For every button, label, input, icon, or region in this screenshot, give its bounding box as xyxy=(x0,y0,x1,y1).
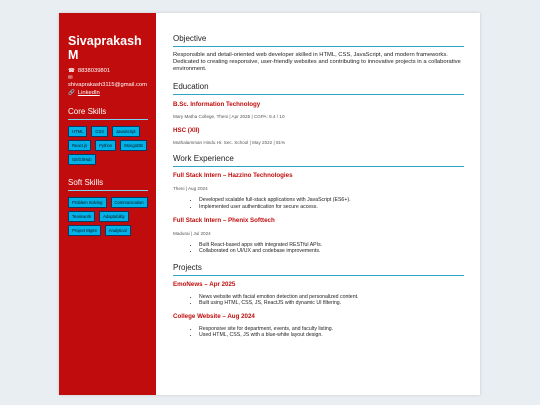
work-section xyxy=(173,154,472,254)
skill-tag-adaptability: Adaptability xyxy=(99,211,129,222)
objective-divider xyxy=(173,46,464,47)
projects-divider xyxy=(173,275,464,276)
skill-tag-javascript: JavaScript xyxy=(112,126,140,137)
phone-number: 8838039801 xyxy=(77,68,111,74)
candidate-name: Sivaprakash M xyxy=(68,34,142,62)
work-bullets xyxy=(199,197,472,210)
soft-skills-divider xyxy=(68,190,148,191)
work-item xyxy=(173,172,472,210)
project-item xyxy=(173,313,472,339)
objective-text: Responsible and detail-oriented web developer skilled in HTML, CSS, JavaScript, and modern frameworks. Dedicated to creating responsive, user-friendly websites and contributing to innovative projects in a collaborative environment. xyxy=(173,52,461,72)
skill-tag-css: CSS xyxy=(91,126,108,137)
education-item xyxy=(173,127,472,146)
soft-skills-tags xyxy=(68,197,153,236)
work-item xyxy=(173,217,472,255)
work-title: Full Stack Intern – Phenix Softtech xyxy=(173,216,275,224)
skill-tag-communication: Communication xyxy=(111,197,148,208)
main-content xyxy=(156,13,480,395)
phone-icon: ☎ xyxy=(68,68,75,74)
project-bullet: • Built using HTML, CSS, JS, ReactJS with dynamic UI filtering. xyxy=(199,300,472,306)
projects-heading: Projects xyxy=(173,262,202,272)
email-row xyxy=(68,75,148,89)
skill-tag-analytical: Analytical xyxy=(105,225,131,236)
project-title: College Website – Aug 2024 xyxy=(173,313,255,321)
work-title: Full Stack Intern – Hazzino Technologies xyxy=(173,172,293,180)
link-icon: 🔗 xyxy=(68,90,75,96)
skill-tag-reactjs: React.js xyxy=(68,140,91,151)
project-title: EmoNews – Apr 2025 xyxy=(173,280,236,288)
project-bullet: • Responsive site for department, events, and faculty listing. xyxy=(199,326,472,332)
objective-section xyxy=(173,34,472,72)
core-skills-tags xyxy=(68,126,153,165)
soft-skills-title: Soft Skills xyxy=(68,178,104,187)
education-title: HSC (XII) xyxy=(173,127,200,135)
skill-tag-html: HTML xyxy=(68,126,87,137)
skill-tag-project-mgmt: Project Mgmt xyxy=(68,225,101,236)
work-meta: Madurai | Jul 2024 xyxy=(173,230,211,236)
education-meta: Muthalamman Hindu Hr. Sec. School | May 2022 | 81% xyxy=(173,140,286,146)
sidebar xyxy=(59,13,156,395)
project-bullets xyxy=(199,326,472,339)
projects-section xyxy=(173,263,472,339)
phone-row xyxy=(68,67,148,75)
core-skills-title: Core Skills xyxy=(68,107,107,116)
skill-tag-python: Python xyxy=(95,140,116,151)
skill-tag-git: Git/GitHub xyxy=(68,154,96,165)
project-bullet: • Used HTML, CSS, JS with a blue-white layout design. xyxy=(199,332,472,338)
contact-info xyxy=(68,67,148,97)
work-bullet: • Collaborated on UI/UX and codebase improvements. xyxy=(199,248,472,254)
email-icon: ✉ xyxy=(68,75,73,81)
core-skills-divider xyxy=(68,119,148,120)
skill-tag-teamwork: Teamwork xyxy=(68,211,95,222)
email-link[interactable]: shivaprakash3115@gmail.com xyxy=(68,82,147,88)
resume-page xyxy=(59,13,480,395)
linkedin-link[interactable]: LinkedIn xyxy=(77,90,100,96)
project-bullets xyxy=(199,294,472,307)
work-bullet: • Built React-based apps with integrated RESTful APIs. xyxy=(199,242,472,248)
linkedin-row xyxy=(68,89,148,97)
work-divider xyxy=(173,166,464,167)
skill-tag-mongodb: MongoDB xyxy=(120,140,147,151)
education-meta: Mary Matha College, Theni | Apr 2025 | CGPA: 8.4 / 10 xyxy=(173,114,285,120)
objective-heading: Objective xyxy=(173,34,207,43)
work-bullet: • Developed scalable full-stack applications with JavaScript (ES6+). xyxy=(199,197,472,203)
project-item xyxy=(173,281,472,307)
education-divider xyxy=(173,94,464,95)
education-section xyxy=(173,82,472,146)
work-bullets xyxy=(199,242,472,255)
education-item xyxy=(173,101,472,120)
education-heading: Education xyxy=(173,82,209,92)
work-meta: Theni | Aug 2024 xyxy=(173,186,208,192)
work-bullet: • Implemented user authentication for secure access. xyxy=(199,204,472,210)
skill-tag-problem-solving: Problem Solving xyxy=(68,197,107,208)
work-heading: Work Experience xyxy=(173,154,234,164)
education-title: B.Sc. Information Technology xyxy=(173,101,261,109)
project-bullet: • News website with facial emotion detection and personalized content. xyxy=(199,294,472,300)
